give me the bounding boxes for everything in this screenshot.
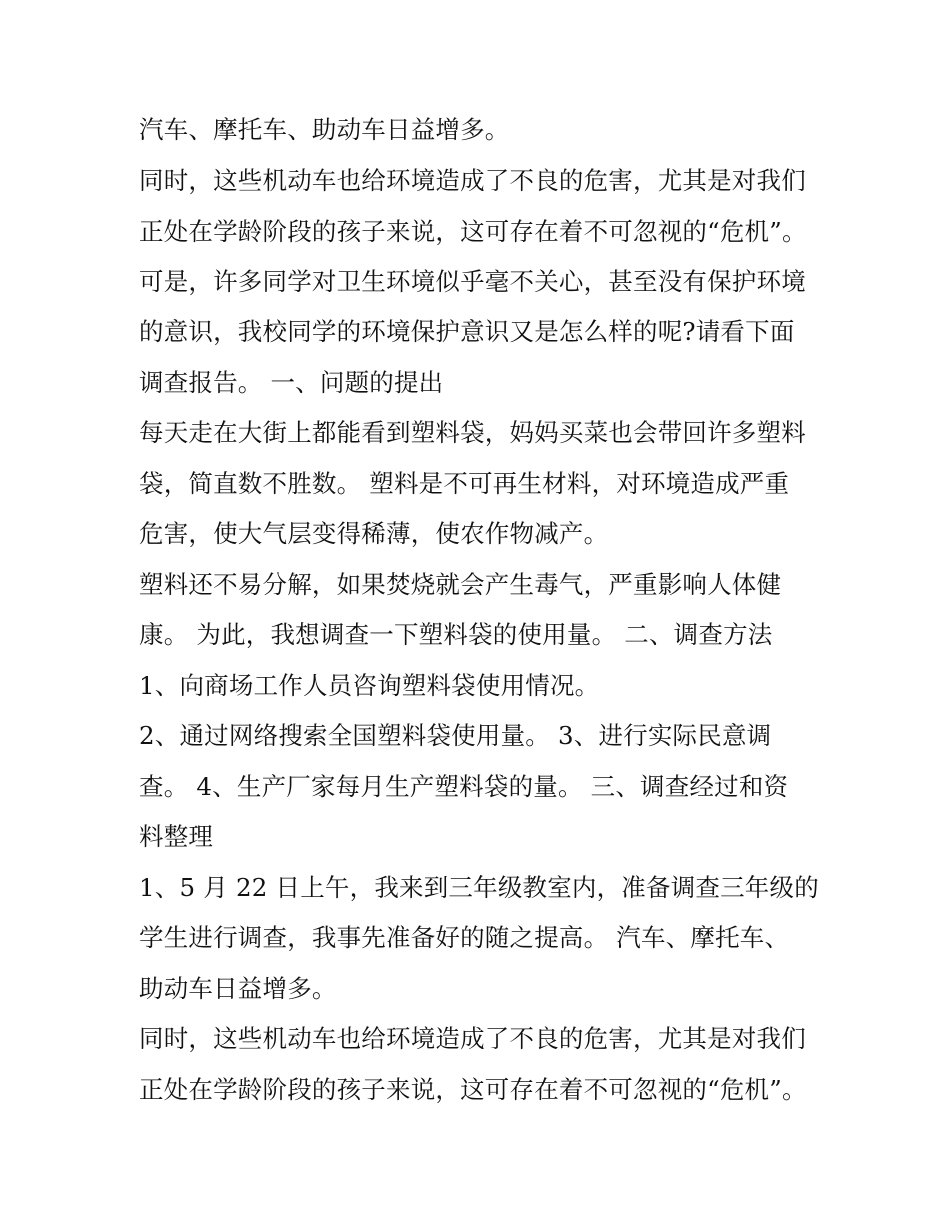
text-line-15: 料整理 <box>139 822 214 851</box>
text-line-14: 查。 4、生产厂家每月生产塑料袋的量。 三、调查经过和资 <box>139 772 789 801</box>
text-line-12: 1、向商场工作人员咨询塑料袋使用情况。 <box>139 671 600 700</box>
text-line-19: 同时，这些机动车也给环境造成了不良的危害，尤其是对我们 <box>139 1024 806 1053</box>
text-line-3: 正处在学龄阶段的孩子来说，这可存在着不可忽视的“危机”。 <box>139 217 807 246</box>
text-line-20: 正处在学龄阶段的孩子来说，这可存在着不可忽视的“危机”。 <box>139 1075 807 1104</box>
text-line-10: 塑料还不易分解，如果焚烧就会产生毒气，严重影响人体健 <box>139 570 782 599</box>
text-line-11: 康。 为此，我想调查一下塑料袋的使用量。 二、调查方法 <box>139 620 773 649</box>
text-line-6: 调查报告。 一、问题的提出 <box>139 368 444 397</box>
text-line-1: 汽车、摩托车、助动车日益增多。 <box>139 115 510 144</box>
text-line-18: 助动车日益增多。 <box>139 974 337 1003</box>
text-line-7: 每天走在大街上都能看到塑料袋，妈妈买菜也会带回许多塑料 <box>139 418 806 447</box>
text-line-5: 的意识，我校同学的环境保护意识又是怎么样的呢?请看下面 <box>139 317 795 346</box>
text-line-17: 学生进行调查，我事先准备好的随之提高。 汽车、摩托车、 <box>139 923 790 952</box>
text-line-13: 2、通过网络搜索全国塑料袋使用量。 3、进行实际民意调 <box>139 721 772 750</box>
text-line-2: 同时，这些机动车也给环境造成了不良的危害，尤其是对我们 <box>139 166 806 195</box>
text-line-8: 袋，简直数不胜数。 塑料是不可再生材料，对环境造成严重 <box>139 469 790 498</box>
text-line-9: 危害，使大气层变得稀薄，使农作物减产。 <box>139 519 609 548</box>
text-line-4: 可是，许多同学对卫生环境似乎毫不关心，甚至没有保护环境 <box>139 267 806 296</box>
text-line-16: 1、5 月 22 日上午，我来到三年级教室内，准备调查三年级的 <box>139 873 819 902</box>
